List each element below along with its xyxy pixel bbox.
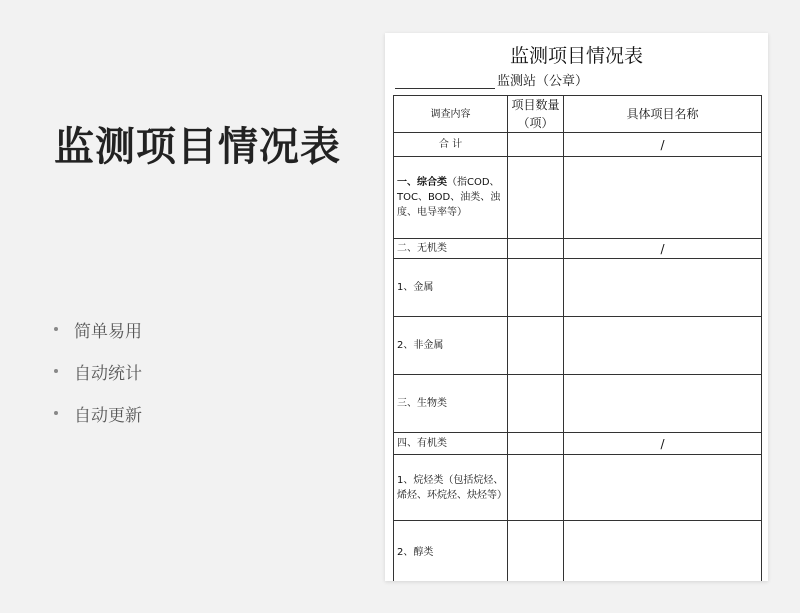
row-label: 二、无机类 (394, 239, 508, 259)
row-count (508, 133, 564, 157)
row-count (508, 239, 564, 259)
document-title: 监测项目情况表 (509, 45, 643, 67)
bullet-dot-icon (54, 327, 58, 331)
feature-item (54, 350, 142, 392)
row-label-detail: （指COD、TOC、BOD、油类、浊度、电导率等） (397, 177, 501, 218)
feature-label: 简单易用 (74, 321, 142, 342)
table-row (394, 433, 762, 455)
feature-item (54, 308, 142, 350)
station-line (395, 70, 588, 89)
page-title: 监测项目情况表 (54, 124, 341, 170)
row-label: 1、烷烃类（包括烷烃、烯烃、环烷烃、炔烃等） (394, 455, 508, 521)
row-count (508, 375, 564, 433)
row-label (394, 157, 508, 239)
bullet-dot-icon (54, 369, 58, 373)
row-label: 合 计 (394, 133, 508, 157)
row-names (564, 317, 762, 375)
row-label: 2、非金属 (394, 317, 508, 375)
feature-item (54, 392, 142, 434)
row-names (564, 157, 762, 239)
row-label: 三、生物类 (394, 375, 508, 433)
header-names: 具体项目名称 (564, 96, 762, 133)
station-label: 监测站（公章） (497, 74, 589, 89)
table-row (394, 259, 762, 317)
row-label: 四、有机类 (394, 433, 508, 455)
table-row (394, 239, 762, 259)
table-row (394, 157, 762, 239)
row-label: 1、金属 (394, 259, 508, 317)
row-names (564, 455, 762, 521)
table-row (394, 375, 762, 433)
row-count (508, 521, 564, 582)
feature-label: 自动更新 (74, 405, 142, 426)
row-label: 2、醇类 (394, 521, 508, 582)
row-names (564, 375, 762, 433)
row-count (508, 433, 564, 455)
row-names: / (564, 133, 762, 157)
station-name-blank (395, 74, 495, 89)
monitoring-table (393, 95, 762, 581)
row-label-lead: 一、综合类 (397, 177, 447, 188)
header-content: 调查内容 (394, 96, 508, 133)
table-row (394, 133, 762, 157)
document-preview (385, 33, 768, 581)
row-names (564, 521, 762, 582)
feature-list (54, 308, 142, 434)
table-row (394, 455, 762, 521)
row-count (508, 455, 564, 521)
table-row (394, 317, 762, 375)
header-count: 项目数量（项） (508, 96, 564, 133)
row-count (508, 157, 564, 239)
row-count (508, 259, 564, 317)
bullet-dot-icon (54, 411, 58, 415)
row-count (508, 317, 564, 375)
table-row (394, 521, 762, 582)
row-names: / (564, 433, 762, 455)
row-names: / (564, 239, 762, 259)
feature-label: 自动统计 (74, 363, 142, 384)
row-names (564, 259, 762, 317)
table-header-row (394, 96, 762, 133)
